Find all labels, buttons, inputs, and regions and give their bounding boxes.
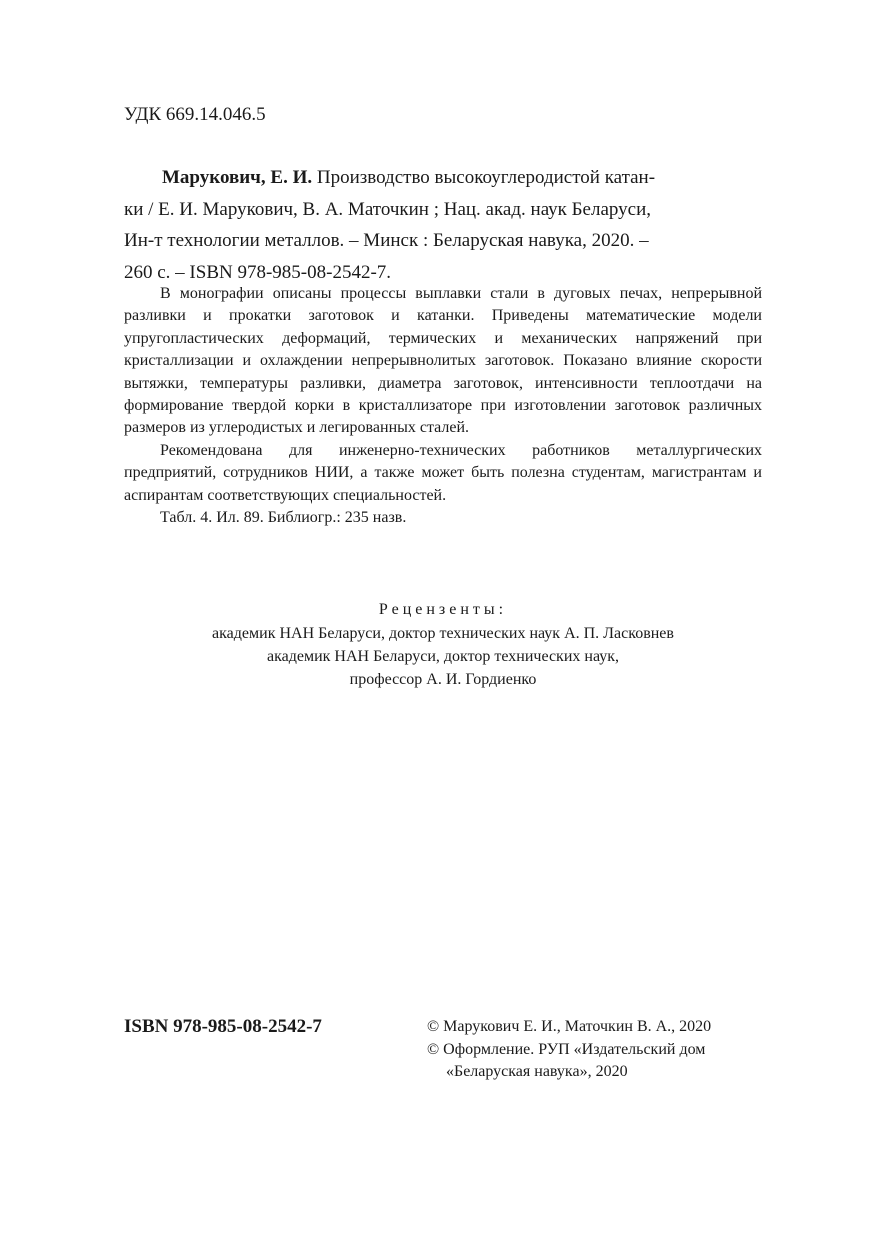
abstract	[124, 283, 762, 529]
biblio-line-4: 260 с. – ISBN 978-985-08-2542-7.	[124, 261, 392, 283]
abstract-paragraph-1: В монографии описаны процессы выплавки стали в дуговых печах, непрерывной разливки и прокатки заготовок и катанки. Приведены математические модели упругопластических деформаций, термических и механических напряжений при кристаллизации и охлаждении непрерывнолитых заготовок. Показано влияние скорости вытяжки, температуры разливки, диаметра заготовок, интенсивности теплоотдачи на формирование твердой корки в кристаллизаторе при изготовлении заготовок различных размеров из углеродистых и легированных сталей.	[124, 285, 762, 437]
reviewers-heading: Рецензенты:	[378, 601, 508, 618]
biblio-title: Производство высокоуглеродистой катан-	[312, 167, 656, 188]
copyright-publisher: «Беларуская навука», 2020	[446, 1063, 628, 1080]
copyright-design: © Оформление. РУП «Издательский дом	[427, 1040, 706, 1058]
isbn: ISBN 978-985-08-2542-7	[124, 1016, 322, 1037]
biblio-author: Марукович, Е. И.	[162, 167, 313, 188]
copyright-block	[427, 1016, 767, 1084]
copyright-authors: © Марукович Е. И., Маточкин В. А., 2020	[427, 1018, 712, 1035]
abstract-paragraph-2: Рекомендована для инженерно-технических работников металлургических предприятий, сотрудников НИИ, а также может быть полезна студентам, магистрантам и аспирантам соответствующих специальностей.	[124, 441, 762, 504]
bibliographic-record	[124, 162, 762, 288]
biblio-line-3: Ин-т технологии металлов. – Минск : Беларуская навука, 2020. –	[124, 230, 649, 251]
reviewer-2-line-2: профессор А. И. Гордиенко	[349, 671, 537, 688]
reviewer-2-line-1: академик НАН Беларуси, доктор технических наук,	[266, 648, 620, 665]
udk-code: УДК 669.14.046.5	[124, 104, 266, 125]
reviewer-1: академик НАН Беларуси, доктор технических наук А. П. Ласковнев	[212, 625, 674, 642]
reviewers-block	[124, 598, 762, 691]
abstract-tables-figures: Табл. 4. Ил. 89. Библиогр.: 235 назв.	[160, 509, 407, 527]
biblio-line-1	[124, 162, 762, 194]
biblio-line-2: ки / Е. И. Марукович, В. А. Маточкин ; Нац. акад. наук Беларуси,	[124, 198, 652, 220]
